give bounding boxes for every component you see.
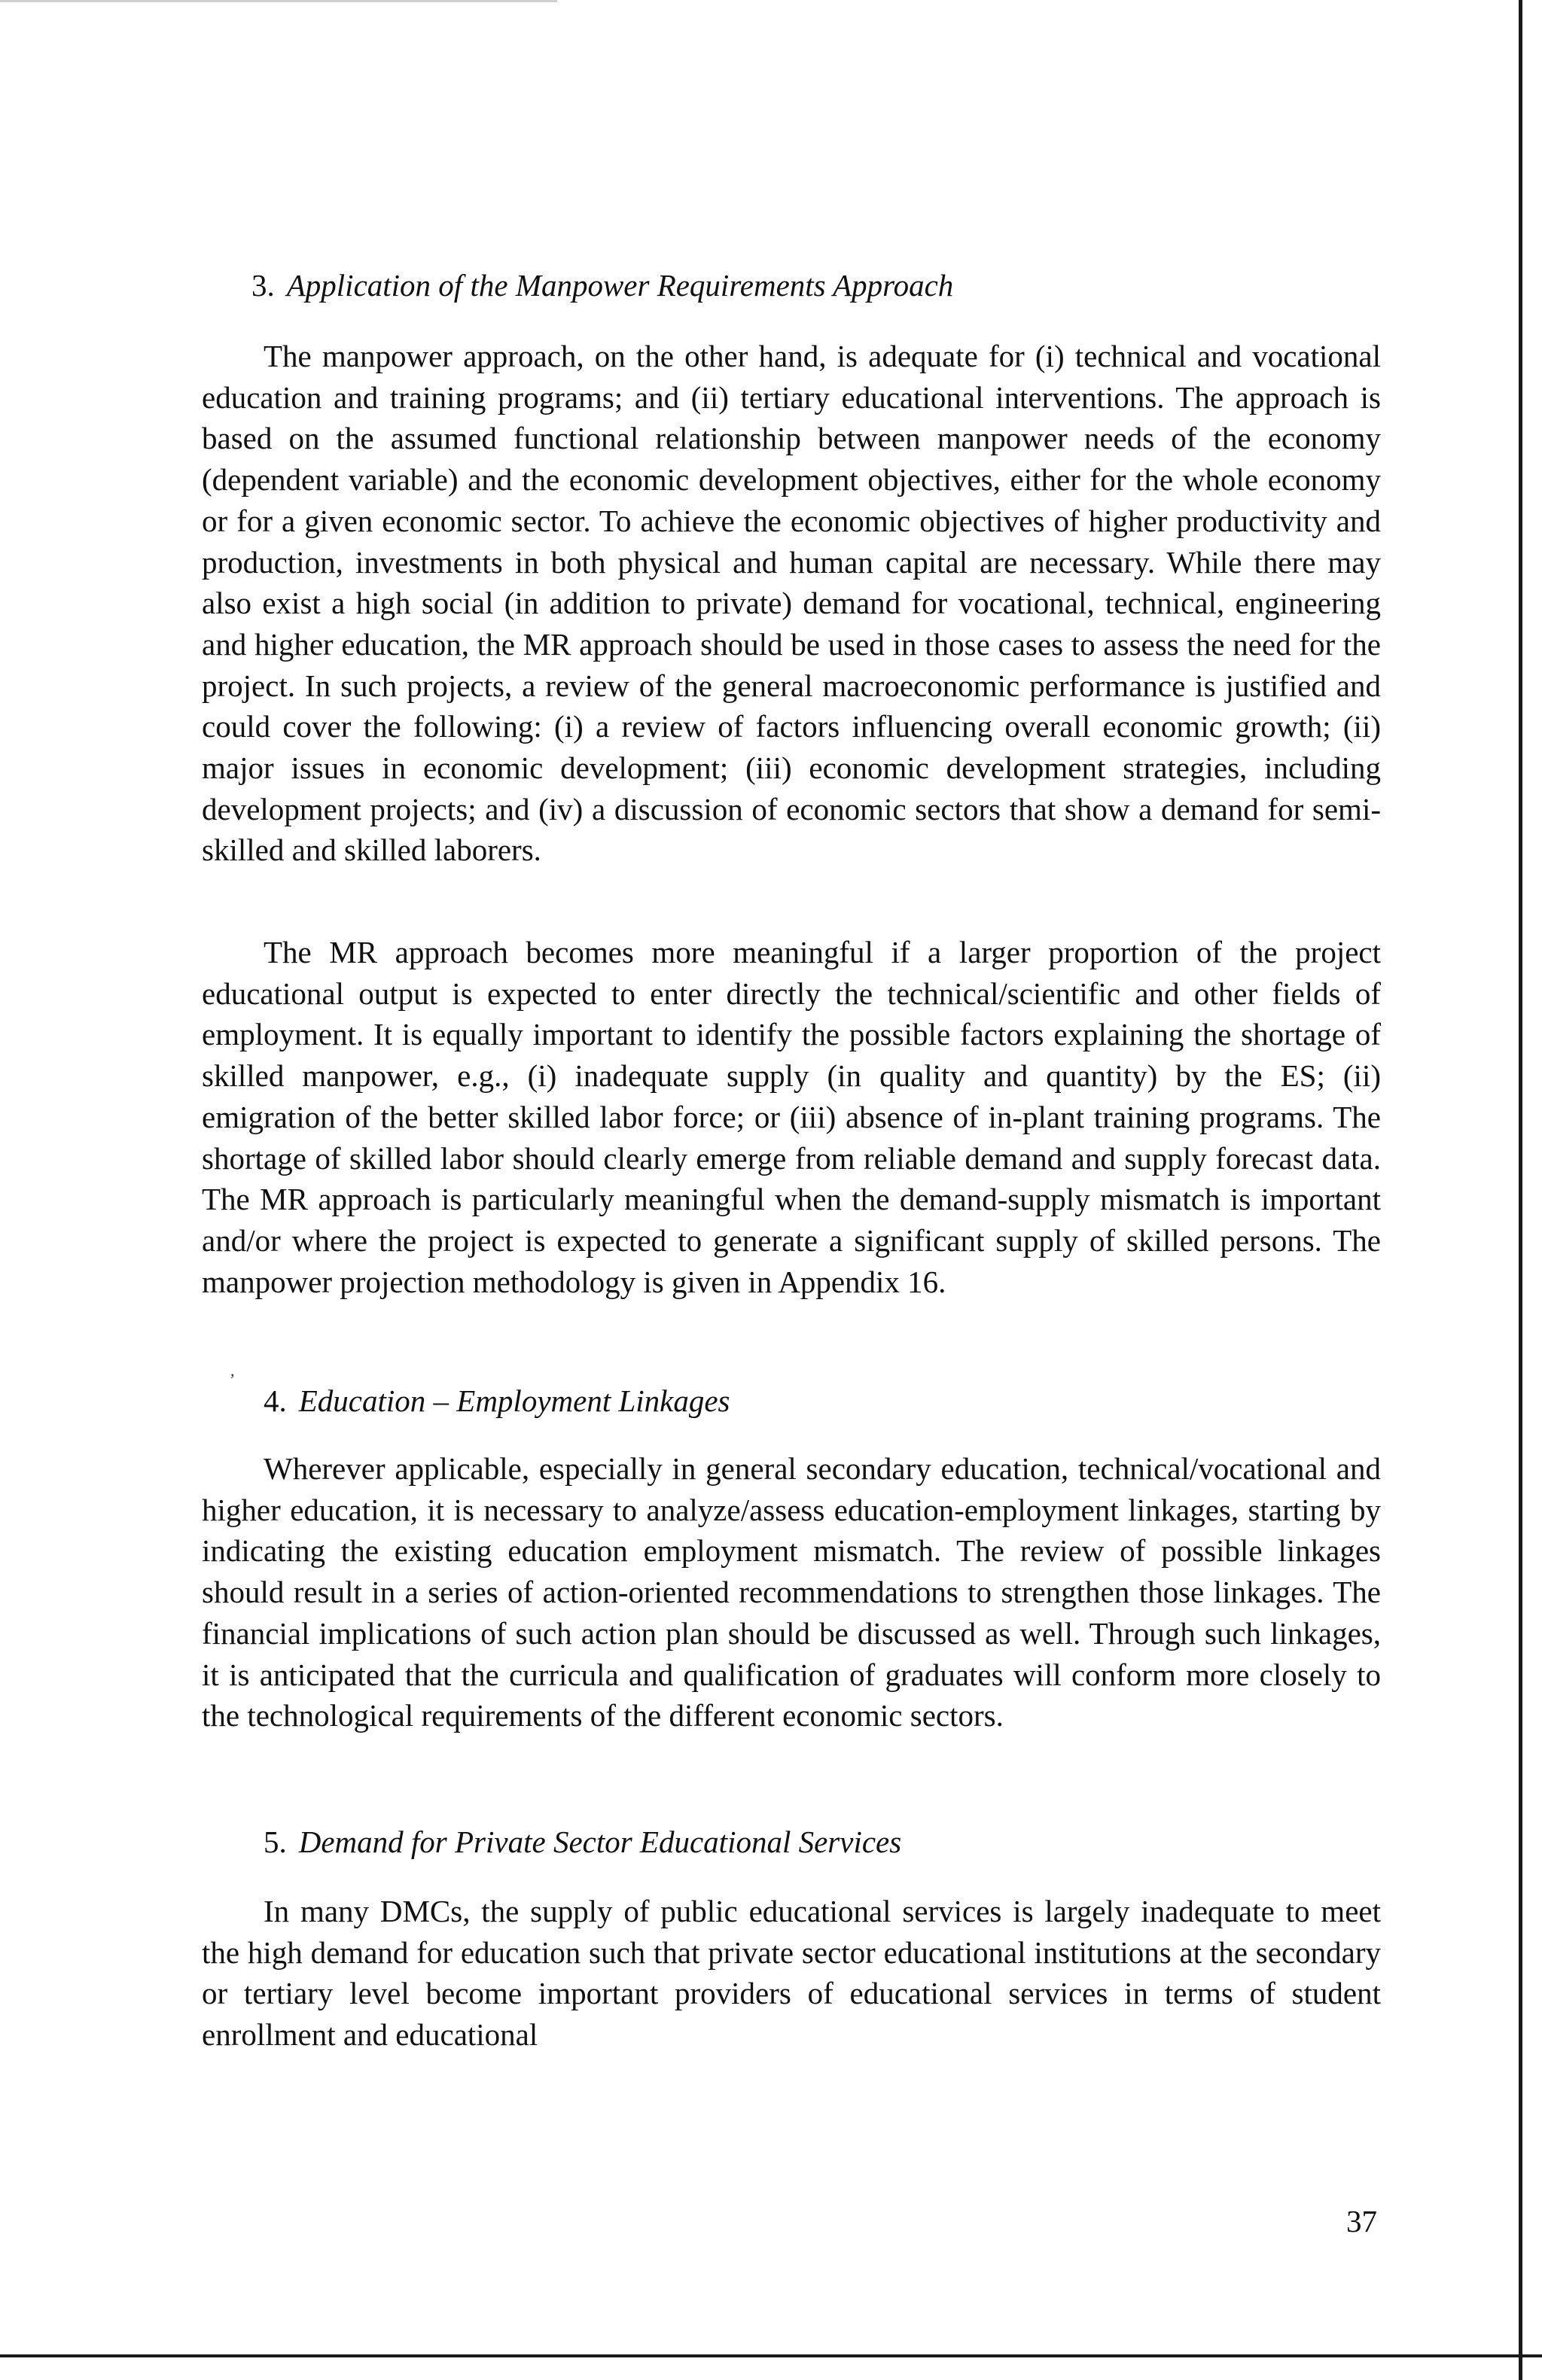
- scan-speck: ,: [230, 1361, 235, 1380]
- section-number: 4.: [264, 1383, 287, 1418]
- section-3-paragraph-1: The manpower approach, on the other hand, is adequate for (i) technical and vocational education and training programs; and (ii) tertiary educational interventions. The approach is based on the assumed functional relationship between manpower needs of the economy (dependent variable) and the economic development objectives, either for the whole economy or for a given economic sector. To achieve the economic objectives of higher productivity and production, investments in both physical and human capital are necessary. While there may also exist a high social (in addition to private) demand for vocational, technical, engineering and higher education, the MR approach should be used in those cases to assess the need for the project. In such projects, a review of the general macroeconomic performance is justified and could cover the following: (i) a review of factors influencing overall economic growth; (ii) major issues in economic development; (iii) economic development strategies, including development projects; and (iv) a discussion of economic sectors that show a demand for semi-skilled and skilled laborers.: [202, 339, 1381, 868]
- page-number: 37: [1346, 2204, 1377, 2238]
- section-5-paragraph-1: In many DMCs, the supply of public educational services is largely inadequate to meet the high demand for education such that private sector educational institutions at the secondary or tertiary level become important providers of educational services in terms of student enrollment and educational: [202, 1894, 1381, 2053]
- section-number: 5.: [264, 1825, 287, 1859]
- section-3-paragraph-2: The MR approach becomes more meaningful if a larger proportion of the project educational output is expected to enter directly the technical/scientific and other fields of employment. It is equally important to identify the possible factors explaining the shortage of skilled manpower, e.g., (i) inadequate supply (in quality and quantity) by the ES; (ii) emigration of the better skilled labor force; or (iii) absence of in-plant training programs. The shortage of skilled labor should clearly emerge from reliable demand and supply forecast data. The MR approach is particularly meaningful when the demand-supply mismatch is important and/or where the project is expected to generate a significant supply of skilled persons. The manpower projection methodology is given in Appendix 16.: [202, 935, 1381, 1299]
- scan-border-bottom: [0, 2354, 1542, 2357]
- section-3-heading: [251, 266, 953, 304]
- scan-border-right: [1519, 0, 1522, 2380]
- section-title: Demand for Private Sector Educational Services: [298, 1825, 902, 1859]
- section-5-heading: [264, 1823, 901, 1861]
- section-title: Application of the Manpower Requirements Approach: [286, 268, 954, 303]
- scan-border-top: [0, 0, 557, 2]
- section-4-paragraph-1: Wherever applicable, especially in general secondary education, technical/vocational and higher education, it is necessary to analyze/assess education-employment linkages, starting by indicating the existing education employment mismatch. The review of possible linkages should result in a series of action-oriented recommendations to strengthen those linkages. The financial implications of such action plan should be discussed as well. Through such linkages, it is anticipated that the curricula and qualification of graduates will conform more closely to the technological requirements of the different economic sectors.: [202, 1451, 1381, 1733]
- section-title: Education – Employment Linkages: [298, 1383, 730, 1418]
- section-number: 3.: [251, 268, 275, 303]
- section-4-heading: [264, 1382, 730, 1420]
